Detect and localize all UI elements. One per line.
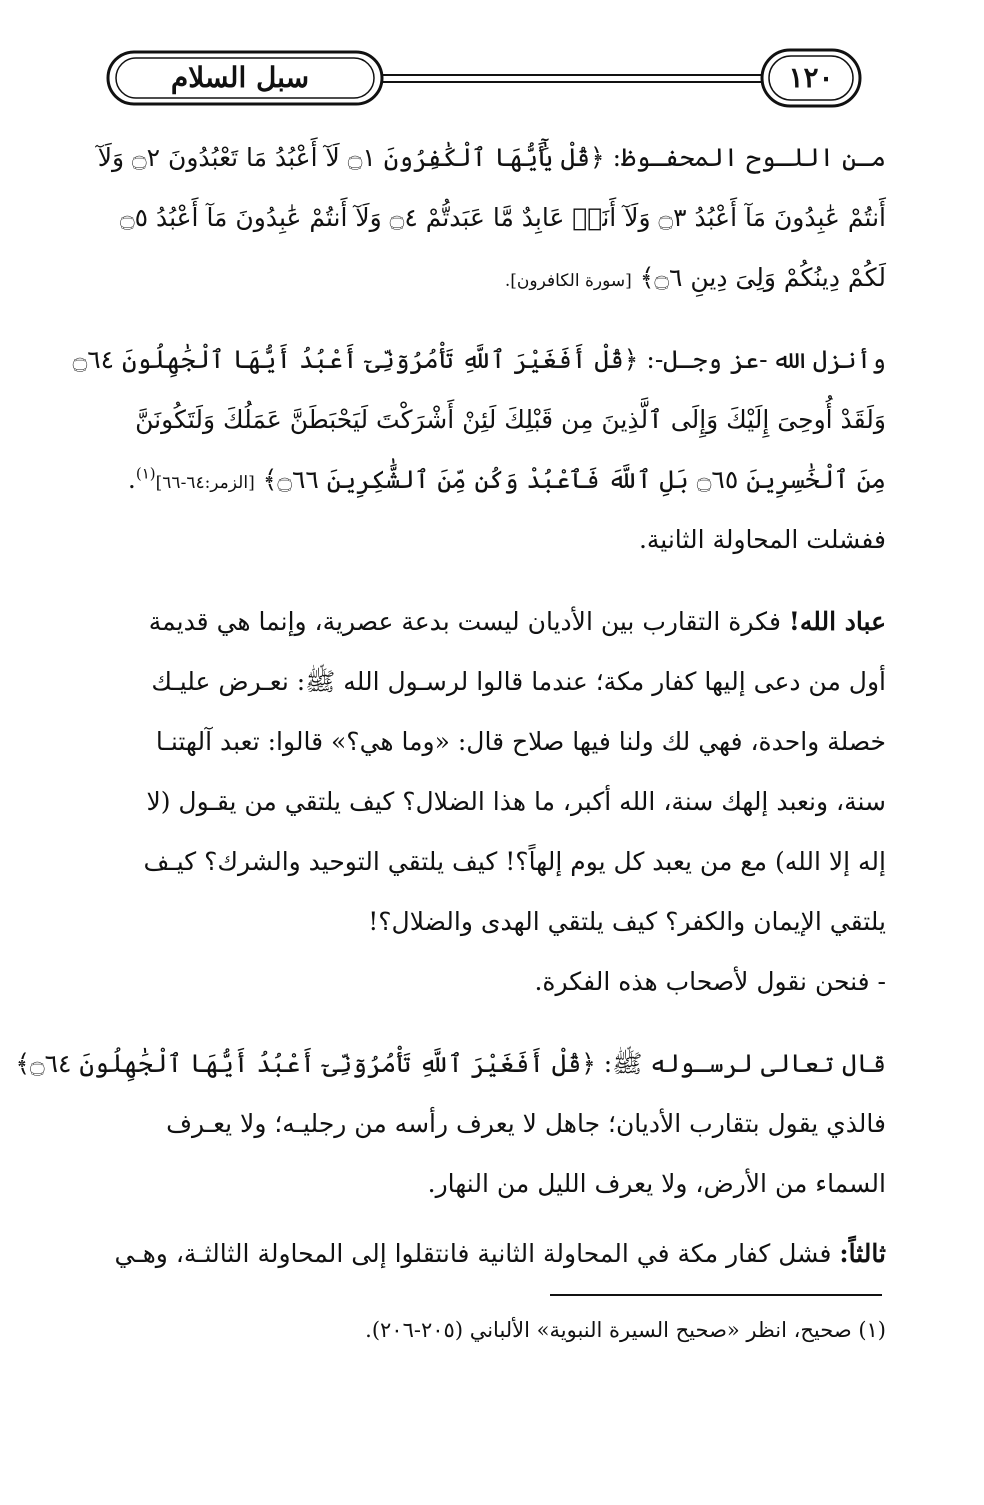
text-line: السماء من الأرض، ولا يعرف الليل من النهار.: [427, 1169, 886, 1198]
footnote-marker: (١): [135, 464, 156, 483]
footnote-divider: [550, 1294, 882, 1296]
text-line: أَنتُمْ عَٰبِدُونَ مَآ أَعْبُدُ ۝٣ وَلَآ أَنَا۠ عَابِدٌ مَّا عَبَدتُّمْ ۝٤ وَلَآ أَنتُمْ عَٰبِدُونَ مَآ أَعْبُدُ ۝٥: [119, 203, 886, 232]
paragraph-lead: عباد الله!: [788, 607, 886, 636]
text-line: ففشلت المحاولة الثانية.: [638, 525, 886, 554]
paragraph-text: فكرة التقارب بين الأديان ليست بدعة عصرية، وإنما هي قديمة: [148, 607, 781, 636]
text-line: يلتقي الإيمان والكفر؟ كيف يلتقي الهدى والضلال؟!: [368, 907, 886, 936]
text-line: وَلَقَدْ أُوحِىَ إِلَيْكَ وَإِلَى ٱلَّذِينَ مِن قَبْلِكَ لَئِنْ أَشْرَكْتَ لَيَحْبَطَنَّ عَمَلُكَ وَلَتَكُونَنَّ: [135, 405, 886, 434]
text-line: سنة، ونعبد إلهك سنة، الله أكبر، ما هذا الضلال؟ كيف يلتقي من يقـول (لا: [146, 787, 886, 816]
running-title: سبل السلام: [170, 61, 310, 94]
text-line: خصلة واحدة، فهي لك ولنا فيها صلاح قال: «وما هي؟» قالوا: تعبد آلهتنـا: [155, 727, 886, 756]
quran-verse: لَكُمْ دِينُكُمْ وَلِىَ دِينِ ۝٦﴾: [639, 263, 886, 292]
footnote: (١) صحيح، انظر «صحيح السيرة النبوية» الألباني (٢٠٥-٢٠٦).: [365, 1318, 886, 1342]
text-line: [100, 1224, 886, 1284]
text-line: إله إلا الله) مع من يعبد كل يوم إلهاً؟! كيف يلتقي التوحيد والشرك؟ كيـف: [143, 847, 886, 876]
text-line: وأنزل الله -عز وجـل-: ﴿قُلْ أَفَغَيْرَ ٱللَّهِ تَأْمُرُوٓنِّىٓ أَعْبُدُ أَيُّهَا ٱلْجَٰهِلُونَ ۝٦٤: [72, 345, 886, 374]
quran-verse: مِنَ ٱلْخَٰسِرِينَ ۝٦٥ بَلِ ٱللَّهَ فَٱعْبُدْ وَكُن مِّنَ ٱلشَّٰكِرِينَ ۝٦٦﴾: [262, 465, 886, 494]
text-line: [100, 248, 886, 308]
sentence-end: .: [127, 465, 136, 494]
paragraph-text: فشل كفار مكة في المحاولة الثانية فانتقلوا إلى المحاولة الثالثـة، وهـي: [114, 1239, 832, 1268]
page-header: [100, 38, 890, 118]
text-line: أول من دعى إليها كفار مكة؛ عندما قالوا لرسـول الله ﷺ: نعـرض عليـك: [151, 667, 886, 696]
surah-reference: [سورة الكافرون].: [504, 271, 632, 291]
page-number: ١٢٠: [788, 61, 834, 94]
text-line: قال تعالى لرسـوله ﷺ: ﴿قُلْ أَفَغَيْرَ ٱللَّهِ تَأْمُرُوٓنِّىٓ أَعْبُدُ أَيُّهَا ٱلْجَٰهِلُونَ ۝٦٤﴾: [15, 1049, 886, 1078]
text-line: [100, 450, 886, 510]
paragraph-lead: ثالثاً:: [839, 1239, 886, 1268]
main-text: [15, 128, 886, 1284]
text-line: - فنحن نقول لأصحاب هذه الفكرة.: [534, 967, 886, 996]
text-line: مـن اللـوح المحفـوظ: ﴿قُلْ يَٰٓأَيُّهَا ٱلْكَٰفِرُونَ ۝١ لَآ أَعْبُدُ مَا تَعْبُدُونَ ۝٢ وَلَآ: [97, 143, 886, 172]
text-line: [100, 592, 886, 652]
surah-reference: [الزمر:٦٤-٦٦]: [155, 473, 255, 493]
text-line: فالذي يقول بتقارب الأديان؛ جاهل لا يعرف رأسه من رجليـه؛ ولا يعـرف: [166, 1109, 886, 1138]
